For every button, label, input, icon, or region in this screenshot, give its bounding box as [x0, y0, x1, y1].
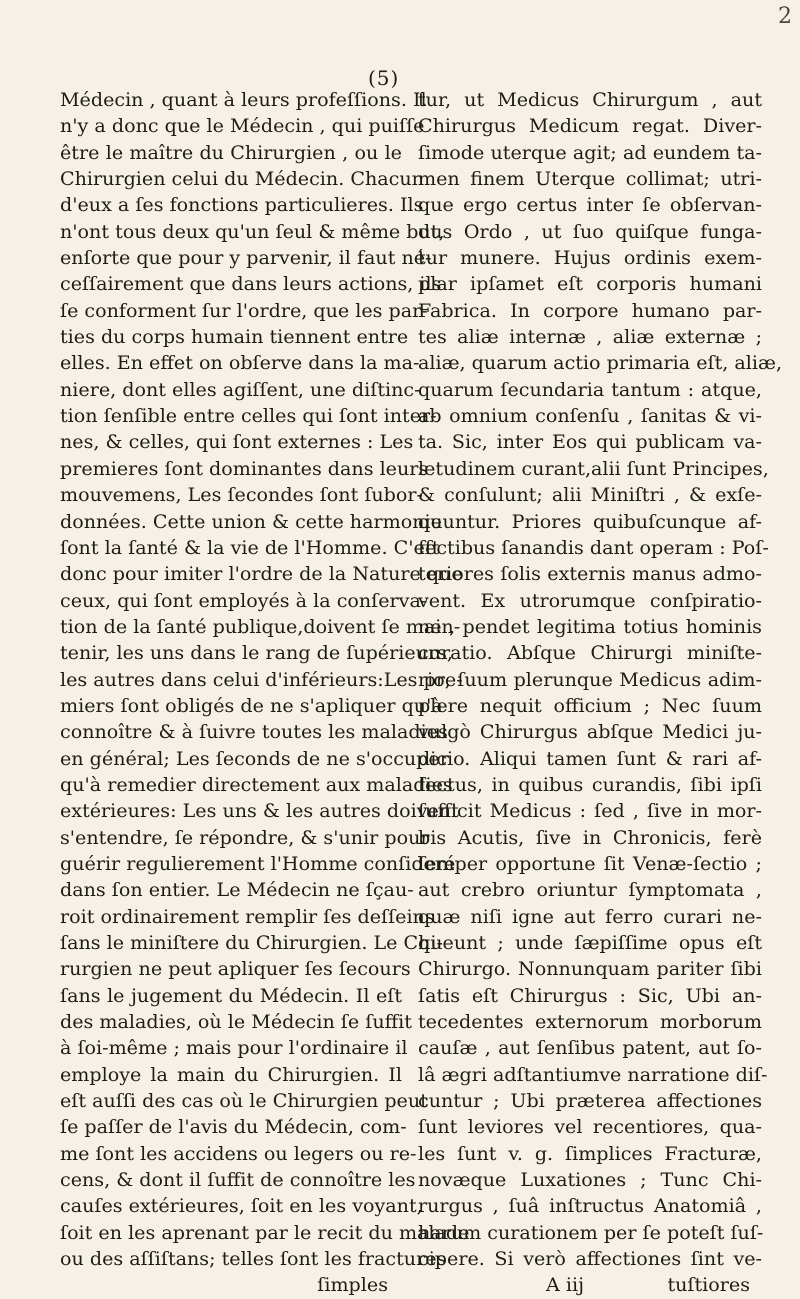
french-text-line: ſoit en les aprenant par le recit du malade	[60, 1220, 470, 1244]
french-text-line: ceux, qui ſont employés à la conſerva-	[60, 588, 428, 612]
french-lines	[60, 87, 470, 1272]
french-text-line: en général; Les ſeconds de ne s'occuper	[60, 746, 449, 770]
french-text-line: d'eux a ſes fonctions particulieres. Ils	[60, 193, 424, 217]
french-text-line: rurgien ne peut apliquer ſes ſecours	[60, 957, 411, 981]
latin-text-line: novæque Luxationes ; Tunc Chi-	[418, 1168, 762, 1192]
french-text-line: mouvemens, Les ſecondes ſont ſubor-	[60, 483, 423, 507]
latin-text-line: tur, ut Medicus Chirurgum , aut	[418, 88, 762, 111]
french-text-line: extérieures: Les uns & les autres doivent	[60, 799, 459, 823]
french-text-line: être le maître du Chirurgien , ou le	[60, 140, 402, 164]
french-text-line: ſe conforment ſur l'ordre, que les par-	[60, 298, 428, 322]
latin-text-line: dicio. Aliqui tamen ſunt & rari af-	[418, 746, 762, 770]
latin-text-line: fectus, in quibus curandis, ſibi ipſi	[418, 772, 762, 796]
french-text-line: guérir regulierement l'Homme conſideré	[60, 851, 456, 875]
latin-text-line: quarum ſecundaria tantum : atque,	[418, 377, 762, 401]
french-text-line: ſe paſſer de l'avis du Médecin, com-	[60, 1115, 407, 1139]
french-text-line: Chirurgien celui du Médecin. Chacun	[60, 167, 424, 191]
french-text-line: ou des aſſiſtans; telles ſont les fractures	[60, 1247, 447, 1271]
latin-text-line: vent. Ex utrorumque conſpiratio-	[418, 588, 762, 612]
latin-text-line: dus Ordo , ut ſuo quiſque funga-	[418, 219, 762, 243]
latin-footer-line	[418, 1272, 762, 1298]
latin-text-column	[418, 87, 783, 1299]
french-text-line: nes, & celles, qui ſont externes : Les	[60, 430, 414, 454]
latin-text-line: les ſunt v. g. ſimplices Fracturæ,	[418, 1141, 762, 1165]
latin-text-line: ſufficit Medicus : ſed , ſive in mor-	[418, 799, 762, 823]
latin-text-line: bis Acutis, ſive in Chronicis, ferè	[418, 825, 762, 849]
latin-text-line: Chirurgus Medicum regat. Diver-	[418, 114, 762, 138]
latin-text-line: curatio. Abſque Chirurgi miniſte-	[418, 641, 762, 665]
signature-mark: A iij	[546, 1273, 584, 1297]
french-text-line: employe la main du Chirurgien. Il	[60, 1062, 402, 1086]
latin-text-line: aliæ, quarum actio primaria eſt, aliæ,	[418, 351, 783, 375]
french-text-line: miers ſont obligés de ne s'apliquer qu'à	[60, 693, 443, 717]
french-text-line: cens, & dont il ſuffit de connoître les	[60, 1168, 416, 1192]
latin-text-line: aut crebro oriuntur ſymptomata ,	[418, 878, 762, 902]
french-text-line: roit ordinairement remplir ſes deſſeins	[60, 904, 435, 928]
latin-text-line: tes aliæ internæ , aliæ externæ ;	[418, 325, 762, 349]
french-text-line: ſans le miniſtere du Chirurgien. Le Chi-	[60, 931, 443, 954]
french-text-line: premieres ſont dominantes dans leurs	[60, 456, 429, 480]
french-text-line: les autres dans celui d'inférieurs:Les pre-	[60, 667, 463, 691]
latin-text-line: ta. Sic, inter Eos qui publicam va-	[418, 430, 762, 454]
latin-text-line: plar ipſamet eſt corporis humani	[418, 272, 762, 296]
french-text-column	[60, 87, 470, 1299]
french-text-line: elles. En effet on obſerve dans la ma-	[60, 351, 420, 375]
french-text-line: données. Cette union & cette harmonie	[60, 509, 442, 533]
latin-text-line: quæ niſi igne aut ferro curari ne-	[418, 904, 762, 928]
french-text-line: Médecin , quant à leurs profeſſions. Il	[60, 88, 427, 111]
latin-catchword: tuſtiores	[667, 1273, 750, 1297]
french-text-line: me ſont les accidens ou legers ou re-	[60, 1141, 417, 1165]
latin-text-line: ſimode uterque agit; ad eundem ta-	[418, 140, 762, 164]
latin-text-line: teriores ſolis externis manus admo-	[418, 562, 762, 586]
latin-text-line: rio, ſuum plerunque Medicus adim-	[418, 667, 762, 691]
french-text-line: des maladies, où le Médecin ſe ſuffit	[60, 1010, 412, 1034]
french-catchword: ſimples	[317, 1273, 388, 1297]
latin-text-line: plere nequit officium ; Nec ſuum	[418, 693, 762, 717]
latin-lines	[418, 87, 783, 1272]
french-text-line: cauſes extérieures, ſoit en les voyant,	[60, 1194, 423, 1218]
french-text-line: qu'à remedier directement aux maladies	[60, 772, 453, 796]
latin-text-line: letudinem curant,alii ſunt Principes,	[418, 456, 769, 480]
latin-text-line: ne , pendet legitima totius hominis	[418, 614, 762, 638]
french-text-line: n'y a donc que le Médecin , qui puiſſe	[60, 114, 425, 138]
latin-text-line: ſemper opportune ſit Venæ-ſectio ;	[418, 851, 762, 875]
french-text-line: ſont la ſanté & la vie de l'Homme. C'eſt	[60, 535, 440, 559]
latin-text-line: ſatis eſt Chirurgus : Sic, Ubi an-	[418, 983, 762, 1007]
french-text-line: à ſoi-même ; mais pour l'ordinaire il	[60, 1036, 408, 1060]
french-text-line: tion ſenſible entre celles qui ſont inter-	[60, 404, 437, 428]
latin-text-line: ab omnium conſenſu , ſanitas & vi-	[418, 404, 762, 428]
latin-text-line: Fabrica. In corpore humano par-	[418, 298, 762, 322]
latin-text-line: rurgus , ſuâ inſtructus Anatomiâ ,	[418, 1194, 762, 1218]
french-text-line: donc pour imiter l'ordre de la Nature que	[60, 562, 463, 586]
latin-text-line: tur munere. Hujus ordinis exem-	[418, 246, 762, 270]
french-text-line: connoître & à ſuivre toutes les maladies	[60, 720, 448, 744]
french-text-line: ceſſairement que dans leurs actions, ils	[60, 272, 442, 296]
latin-text-line: & conſulunt; alii Miniſtri , & exſe-	[418, 483, 762, 507]
latin-text-line: quuntur. Priores quibuſcunque af-	[418, 509, 762, 533]
latin-text-line: cauſæ , aut ſenſibus patent, aut ſo-	[418, 1036, 762, 1060]
latin-text-line: Chirurgo. Nonnunquam pariter ſibi	[418, 957, 762, 981]
latin-text-line: que ergo certus inter ſe obſervan-	[418, 193, 762, 217]
page-number: (5)	[368, 66, 400, 90]
latin-text-line: men finem Uterque collimat; utri-	[418, 167, 762, 191]
french-text-line: s'entendre, ſe répondre, & s'unir pour	[60, 825, 430, 849]
french-text-line: enſorte que pour y parvenir, il faut né-	[60, 246, 432, 270]
latin-text-line: harum curationem per ſe poteſt ſuſ-	[418, 1220, 764, 1244]
french-text-line: tion de la ſanté publique,doivent ſe main-	[60, 614, 461, 638]
french-text-line: tenir, les uns dans le rang de ſupérieurs,	[60, 641, 453, 665]
french-text-line: ties du corps humain tiennent entre	[60, 325, 409, 349]
french-text-line: n'ont tous deux qu'un ſeul & même but,	[60, 219, 445, 243]
corner-mark: 2	[778, 4, 792, 29]
latin-text-line: lâ ægri adſtantiumve narratione diſ-	[418, 1062, 768, 1086]
latin-text-line: cuntur ; Ubi præterea affectiones	[418, 1089, 762, 1113]
latin-text-line: tecedentes externorum morborum	[418, 1010, 762, 1034]
french-text-line: ſans le jugement du Médecin. Il eſt	[60, 983, 402, 1007]
french-text-line: eſt auſſi des cas où le Chirurgien peut	[60, 1089, 428, 1113]
latin-text-line: vulgò Chirurgus abſque Medici ju-	[418, 720, 762, 744]
latin-text-line: queunt ; unde ſæpiſſime opus eſt	[418, 931, 762, 954]
french-text-line: niere, dont elles agiſſent, une diſtinc-	[60, 377, 421, 401]
latin-text-line: cipere. Si verò affectiones ſint ve-	[418, 1247, 762, 1271]
latin-text-line: fectibus ſanandis dant operam : Poſ-	[418, 535, 769, 559]
french-text-line: dans ſon entier. Le Médecin ne ſçau-	[60, 878, 414, 902]
latin-text-line: ſunt leviores vel recentiores, qua-	[418, 1115, 762, 1139]
